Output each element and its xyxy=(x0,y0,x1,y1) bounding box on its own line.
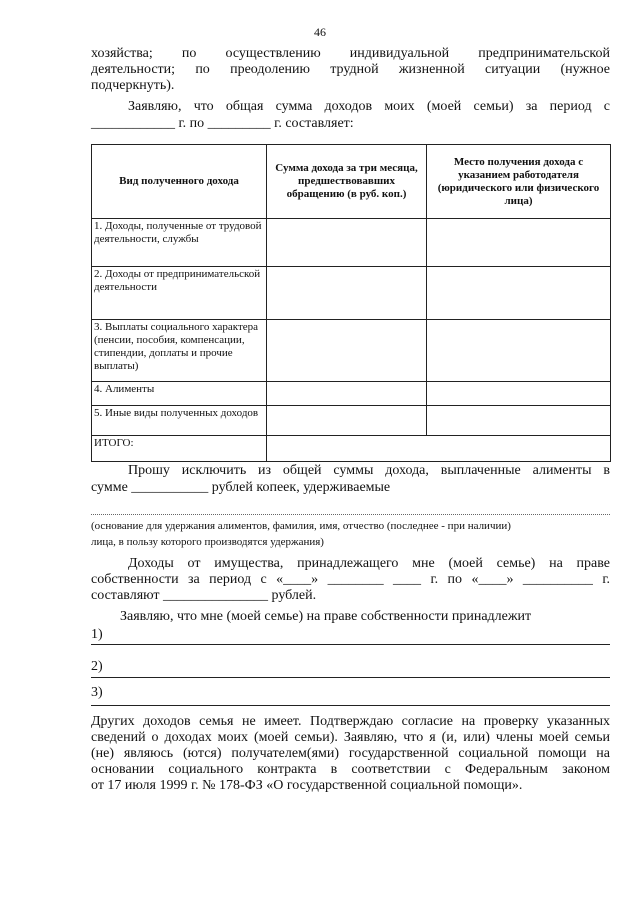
intro-line-5: ____________ г. по _________ г. составляет: xyxy=(91,116,354,131)
row-label: 1. Доходы, полученные от трудовой деятельности, службы xyxy=(92,219,267,267)
alimony-line-2: сумме ___________ рублей копеек, удерживаемые xyxy=(91,480,391,495)
row-label: 4. Алименты xyxy=(92,382,267,406)
intro-line-3: подчеркнуть). xyxy=(91,78,175,93)
amount-cell[interactable] xyxy=(267,267,427,320)
amount-cell[interactable] xyxy=(267,320,427,382)
table-total-row xyxy=(92,436,611,462)
table-row xyxy=(92,219,611,267)
table-row xyxy=(92,320,611,382)
source-cell[interactable] xyxy=(427,320,611,382)
property-item-3: 3) xyxy=(91,685,103,700)
property-income-line-2: собственности за период с «____» ________ ____ г. по «____» __________ г. xyxy=(91,572,610,587)
source-cell[interactable] xyxy=(427,382,611,406)
intro-line-1: хозяйства; по осуществлению индивидуальной предпринимательской xyxy=(91,46,610,61)
amount-cell[interactable] xyxy=(267,406,427,436)
table-row xyxy=(92,406,611,436)
intro-line-4: Заявляю, что общая сумма доходов моих (моей семьи) за период с xyxy=(128,99,610,114)
alimony-note-2: лица, в пользу которого производятся удержания) xyxy=(91,536,324,548)
page-number: 46 xyxy=(314,25,326,39)
amount-cell[interactable] xyxy=(267,219,427,267)
property-item-1: 1) xyxy=(91,627,103,642)
alimony-note-1: (основание для удержания алиментов, фамилия, имя, отчество (последнее - при наличии) xyxy=(91,520,511,532)
row-label: 5. Иные виды полученных доходов xyxy=(92,406,267,436)
source-cell[interactable] xyxy=(427,406,611,436)
alimony-line-1: Прошу исключить из общей суммы дохода, выплаченные алименты в xyxy=(128,463,610,478)
property-item-1-field[interactable] xyxy=(91,644,610,645)
intro-line-2: деятельности; по преодолению трудной жизненной ситуации (нужное xyxy=(91,62,610,77)
amount-cell[interactable] xyxy=(267,382,427,406)
closing-line-4: основании социального контракта в соответствии с Федеральным законом xyxy=(91,762,610,777)
closing-line-3: (не) являюсь (ются) получателем(ями) государственной социальной помощи на xyxy=(91,746,610,761)
row-label: 2. Доходы от предпринимательской деятельности xyxy=(92,267,267,320)
table-header-row xyxy=(92,145,611,219)
row-label: 3. Выплаты социального характера (пенсии, пособия, компенсации, стипендии, доплаты и прочие выплаты) xyxy=(92,320,267,382)
property-heading: Заявляю, что мне (моей семье) на праве собственности принадлежит xyxy=(120,609,532,624)
source-cell[interactable] xyxy=(427,267,611,320)
closing-line-2: сведений о доходах моих (моей семьи). Заявляю, что я (и, или) члены моей семьи xyxy=(91,730,610,745)
closing-line-1: Других доходов семья не имеет. Подтверждаю согласие на проверку указанных xyxy=(91,714,610,729)
header-income-type: Вид полученного дохода xyxy=(92,145,267,219)
closing-line-5: от 17 июля 1999 г. № 178-ФЗ «О государственной социальной помощи». xyxy=(91,778,523,793)
header-income-amount: Сумма дохода за три месяца, предшествовавших обращению (в руб. коп.) xyxy=(267,145,427,219)
property-item-2: 2) xyxy=(91,659,103,674)
table-row xyxy=(92,382,611,406)
alimony-basis-field[interactable] xyxy=(91,514,610,515)
header-income-source: Место получения дохода с указанием работодателя (юридического или физического лица) xyxy=(427,145,611,219)
property-item-3-field[interactable] xyxy=(91,705,610,706)
table-row xyxy=(92,267,611,320)
source-cell[interactable] xyxy=(427,219,611,267)
property-item-2-field[interactable] xyxy=(91,677,610,678)
total-cell[interactable] xyxy=(267,436,611,462)
income-table xyxy=(91,144,611,462)
total-label: ИТОГО: xyxy=(92,436,267,462)
property-income-line-1: Доходы от имущества, принадлежащего мне (моей семье) на праве xyxy=(128,556,610,571)
property-income-line-3: составляют _______________ рублей. xyxy=(91,588,317,603)
